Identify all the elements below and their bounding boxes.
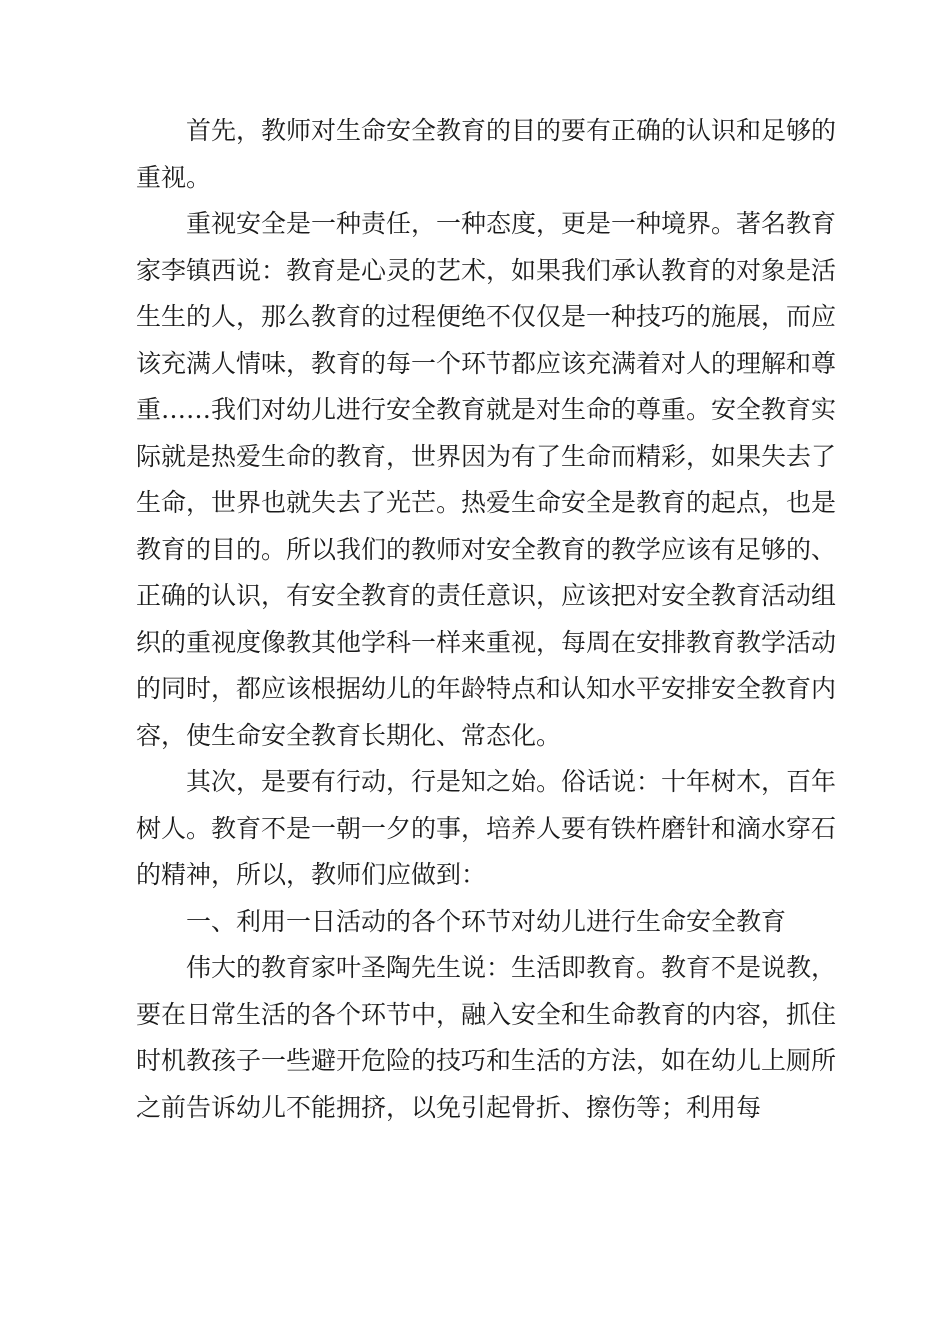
section-heading-daily-activities: 一、利用一日活动的各个环节对幼儿进行生命安全教育 (186, 906, 787, 936)
paragraph-safety-responsibility: 重视安全是一种责任，一种态度，更是一种境界。著名教育家李镇西说：教育是心灵的艺术，如果我们承认教育的对象是活生生的人，那么教育的过程便绝不仅仅是一种技巧的施展，而应该充满人情味，教育的每一个环节都应该充满着对人的理解和尊重……我们对幼儿进行安全教育就是对生命的尊重。安全教育实际就是热爱生命的教育，世界因为有了生命而精彩，如果失去了生命，世界也就失去了光芒。热爱生命安全是教育的起点，也是教育的目的。所以我们的教师对安全教育的教学应该有足够的、正确的认识，有安全教育的责任意识，应该把对安全教育活动组织的重视度像教其他学科一样来重视，每周在安排教育教学活动的同时，都应该根据幼儿的年龄特点和认知水平安排安全教育内容，使生命安全教育长期化、常态化。 (136, 209, 837, 750)
document-body (136, 108, 836, 1131)
paragraph-intro: 首先，教师对生命安全教育的目的要有正确的认识和足够的重视。 (136, 116, 837, 192)
paragraph-daily-life-education: 伟大的教育家叶圣陶先生说：生活即教育。教育不是说教，要在日常生活的各个环节中，融入安全和生命教育的内容，抓住时机教孩子一些避开危险的技巧和生活的方法，如在幼儿上厕所之前告诉幼儿不能拥挤，以免引起骨折、擦伤等；利用每 (136, 953, 837, 1122)
paragraph-action: 其次，是要有行动，行是知之始。俗话说：十年树木，百年树人。教育不是一朝一夕的事，培养人要有铁杵磨针和滴水穿石的精神，所以，教师们应做到： (136, 767, 837, 889)
